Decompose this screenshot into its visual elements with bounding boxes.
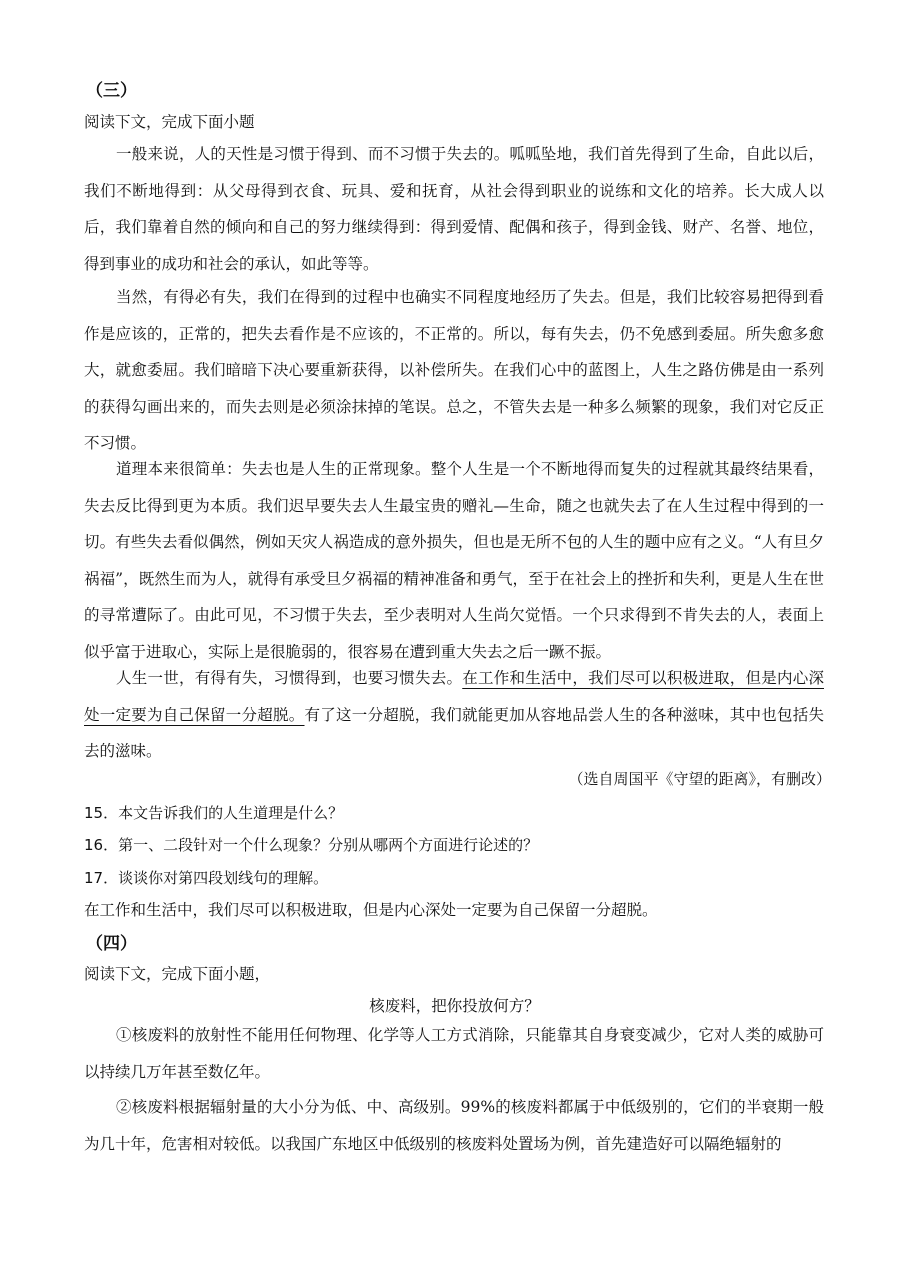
section-3-paragraph-2: 当然，有得必有失，我们在得到的过程中也确实不同程度地经历了失去。但是，我们比较容易把得到看作是应该的，正常的，把失去看作是不应该的，不正常的。所以，每有失去，仍不免感到委屈。所失愈多愈大，就愈委屈。我们暗暗下决心要重新获得，以补偿所失。在我们心中的蓝图上，人生之路仿佛是由一系列的获得勾画出来的，而失去则是必须涂抹掉的笔误。总之，不管失去是一种多么频繁的现象，我们对它反正不习惯。 xyxy=(84,288,824,452)
section-4-intro: 阅读下文，完成下面小题， xyxy=(84,965,271,983)
source-citation: （选自周国平《守望的距离》，有删改） xyxy=(568,770,831,788)
underlined-sentence: 在工作和生活中，我们尽可以积极进取，但是内心深处一定要为自己保留一分超脱。 xyxy=(84,669,824,724)
paragraph-4-end: 有了这一分超脱，我们就能更加从容地品尝人生的各种滋味，其中也包括失去的滋味。 xyxy=(84,705,824,760)
question-17-quote: 在工作和生活中，我们尽可以积极进取，但是内心深处一定要为自己保留一分超脱。 xyxy=(84,901,658,919)
question-17: 17．谈谈你对第四段划线句的理解。 xyxy=(84,869,329,887)
section-4-heading: （四） xyxy=(86,934,137,954)
section-3-paragraph-4 xyxy=(84,660,824,770)
section-3-intro: 阅读下文，完成下面小题 xyxy=(84,113,255,131)
article-title: 核废料，把你投放何方？ xyxy=(369,997,540,1015)
question-16: 16．第一、二段针对一个什么现象？分别从哪两个方面进行论述的？ xyxy=(84,836,539,854)
paragraph-4-start: 人生一世，有得有失，习惯得到，也要习惯失去。 xyxy=(116,669,463,687)
section-4-paragraph-2: ②核废料根据辐射量的大小分为低、中、高级别。99%的核废料都属于中低级别的，它们的半衰期一般为几十年，危害相对较低。以我国广东地区中低级别的核废料处置场为例，首先建造好可以隔绝辐射的 xyxy=(84,1098,824,1153)
section-3-heading: （三） xyxy=(86,81,137,101)
section-3-paragraph-1: 一般来说，人的天性是习惯于得到、而不习惯于失去的。呱呱坠地，我们首先得到了生命，自此以后，我们不断地得到：从父母得到衣食、玩具、爱和抚育，从社会得到职业的说练和文化的培养。长大成人以后，我们靠着自然的倾向和自己的努力继续得到：得到爱情、配偶和孩子，得到金钱、财产、名誉、地位，得到事业的成功和社会的承认，如此等等。 xyxy=(84,145,824,273)
question-15: 15．本文告诉我们的人生道理是什么？ xyxy=(84,804,344,822)
section-3-paragraph-3: 道理本来很简单：失去也是人生的正常现象。整个人生是一个不断地得而复失的过程就其最终结果看，失去反比得到更为本质。我们迟早要失去人生最宝贵的赠礼—生命，随之也就失去了在人生过程中得到的一切。有些失去看似偶然，例如天灾人祸造成的意外损失，但也是无所不包的人生的题中应有之义。“人有旦夕祸福”，既然生而为人，就得有承受旦夕祸福的精神准备和勇气，至于在社会上的挫折和失利，更是人生在世的寻常遭际了。由此可见，不习惯于失去，至少表明对人生尚欠觉悟。一个只求得到不肯失去的人，表面上似乎富于进取心，实际上是很脆弱的，很容易在遭到重大失去之后一蹶不振。 xyxy=(84,460,824,661)
section-4-paragraph-1: ①核废料的放射性不能用任何物理、化学等人工方式消除，只能靠其自身衰变减少，它对人类的威胁可以持续几万年甚至数亿年。 xyxy=(84,1026,824,1081)
